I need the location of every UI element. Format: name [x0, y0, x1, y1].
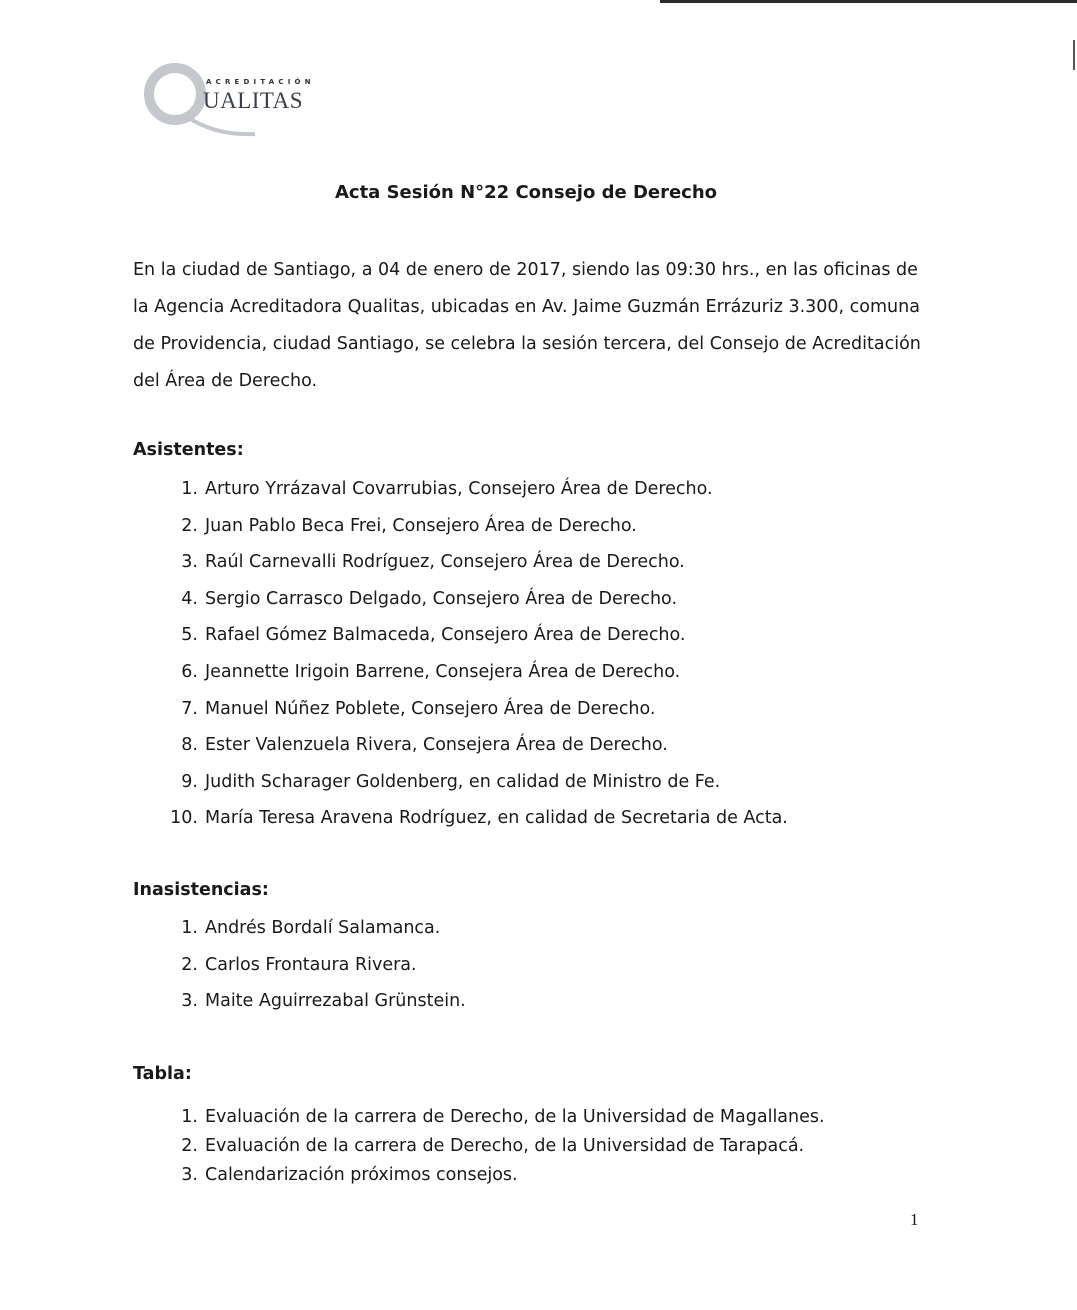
asistentes-heading: Asistentes:	[133, 440, 244, 460]
scan-edge-top	[660, 0, 1077, 3]
logo-name-text: UALITAS	[203, 88, 304, 113]
qualitas-logo	[143, 62, 343, 142]
list-item: 4. Sergio Carrasco Delgado, Consejero Área de Derecho.	[181, 588, 678, 609]
tabla-heading: Tabla:	[133, 1064, 192, 1084]
list-item: 3. Maite Aguirrezabal Grünstein.	[181, 991, 466, 1012]
list-item: 2. Juan Pablo Beca Frei, Consejero Área de Derecho.	[181, 515, 637, 536]
scan-edge-right	[1073, 40, 1075, 70]
inasistencias-list	[160, 910, 920, 1020]
intro-paragraph: En la ciudad de Santiago, a 04 de enero de 2017, siendo las 09:30 hrs., en las oficinas de la Agencia Acreditadora Qualitas, ubicadas en Av. Jaime Guzmán Errázuriz 3.300, comuna de Providencia, ciudad Santiago, se celebra la sesión tercera, del Consejo de Acreditación del Área de Derecho.	[133, 260, 921, 391]
tabla-list	[160, 1103, 920, 1190]
asistentes-list	[160, 471, 920, 837]
list-item: 2. Carlos Frontaura Rivera.	[181, 954, 417, 975]
document-title: Acta Sesión N°22 Consejo de Derecho	[334, 182, 718, 203]
logo-small-text: ACREDITACIÓN	[206, 78, 315, 86]
list-item: 1. Andrés Bordalí Salamanca.	[181, 918, 441, 938]
inasistencias-heading: Inasistencias:	[133, 880, 269, 900]
list-item: 6. Jeannette Irigoin Barrene, Consejera Área de Derecho.	[181, 661, 681, 682]
list-item: 3. Raúl Carnevalli Rodríguez, Consejero Área de Derecho.	[181, 552, 685, 573]
list-item: 10. María Teresa Aravena Rodríguez, en calidad de Secretaria de Acta.	[170, 808, 788, 829]
list-item: 7. Manuel Núñez Poblete, Consejero Área de Derecho.	[181, 698, 656, 719]
page-number: 1	[910, 1210, 919, 1229]
list-item: 1. Arturo Yrrázaval Covarrubias, Consejero Área de Derecho.	[181, 479, 713, 499]
list-item: 3. Calendarización próximos consejos.	[181, 1165, 518, 1185]
list-item: 9. Judith Scharager Goldenberg, en calidad de Ministro de Fe.	[181, 771, 721, 792]
list-item: 5. Rafael Gómez Balmaceda, Consejero Área de Derecho.	[181, 625, 686, 646]
list-item: 1. Evaluación de la carrera de Derecho, de la Universidad de Magallanes.	[181, 1107, 825, 1127]
list-item: 8. Ester Valenzuela Rivera, Consejera Área de Derecho.	[181, 735, 668, 756]
list-item: 2. Evaluación de la carrera de Derecho, de la Universidad de Tarapacá.	[181, 1136, 805, 1156]
